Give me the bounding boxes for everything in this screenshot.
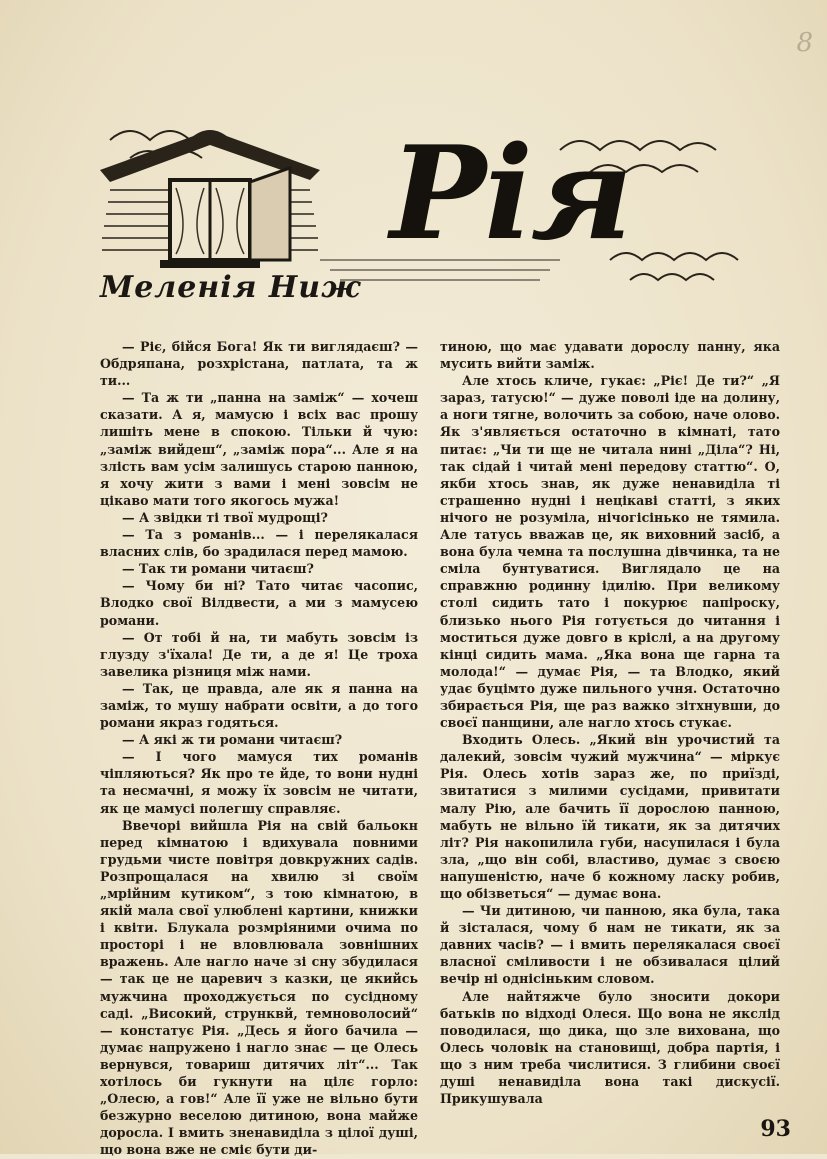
- paragraph: Ввечорі вийшла Рія на свій бальокн перед кімнатою і вдихувала повними грудьми чисте повітря довкружних садів. Розпрощалася на хвилю зі своїм „мрійним кутиком“, з тою кімнатою, в якій мала свої улюблені картини, книжки і квіти. Блукала розмріяними очима по просторі і не вловлювала зовнішних вражень. Але нагло наче зі сну збудилася — так це не царевич з казки, це якийсь мужчина проходжується по сусідному саді. „Високий, струнквй, темноволосий“ — констатує Рія. „Десь я його бачила — думає напружено і нагло знає — це Олесь вернувся, товариш дитячих літ“... Так хотілось би гукнути на цілє горло: „Олесю, а гов!“ Але її уже не вільно бути безжурно веселою дитиною, вона майже дорослa. І вмить зненавиділа з цілої душі, що вона вже не сміє бути ди-: [100, 817, 418, 1158]
- left-column: [100, 338, 418, 1159]
- paragraph: — А які ж ти романи читаєш?: [122, 732, 343, 748]
- paragraph: — Та з романів... — і перелякалася власних слів, бо зрадилася перед мамою.: [100, 527, 418, 560]
- house-drawing: [100, 130, 320, 268]
- paragraph: — І чого мамуся тих романів чіпляються? Як про те йде, то вони нудні та несмачні, я можу їх зовсім не читати, як це мамусі полегшу справляє.: [100, 749, 418, 816]
- author-name: Меленія Ниж: [100, 270, 362, 305]
- paragraph: Входить Олесь. „Який він урочистий та далекий, зовсім чужий мужчина“ — міркує Рія. Олесь хотів зараз же, по приїзді, звитатися з милими сусідами, привитати малу Рію, але бачить її дорослою панною, мабуть не вільно їй тикати, як за дитячих літ? Рія нaкопилила губи, насупилася і була зла, „що він собі, властиво, думає з своєю напушеністю, наче б кожному ласку робив, що обізветься“ — думає вона.: [440, 732, 780, 901]
- story-title: Рія: [390, 119, 631, 269]
- right-column: [440, 338, 780, 1107]
- page-number: 93: [760, 1116, 791, 1142]
- story-header-illustration: [90, 110, 800, 330]
- paragraph: Але найтяжче було зносити докори батьків по відході Олеся. Що вона не якслід поводилася, що дика, що зле вихована, що Олесь чоловік на становищі, добра партія, і що з ним треба числитися. З глибини своєї душі ненавиділа вона такі дискусії. Прикушувала: [440, 988, 780, 1107]
- paragraph: — А звідки ті твої мудрощі?: [122, 509, 328, 525]
- paragraph: — Так, це правда, але як я панна на заміж, то мушу набрати освіти, а до того романи якраз годяться.: [100, 680, 418, 731]
- handwritten-page-mark: 8: [796, 28, 813, 58]
- paragraph: — Ріє, бійся Бога! Як ти виглядаєш? — Обдряпана, розхрістана, патлата, та ж ти...: [100, 339, 418, 389]
- paragraph: тиною, що має удавати дорослу панну, яка мусить вийти заміж.: [440, 339, 780, 372]
- paragraph: Але хтось кличе, гукає: „Ріє! Де ти?“ „Я зараз, татусю!“ — дуже поволі іде на долину, а ноги тягне, волочить за собою, наче олово. Як з'являється остаточно в кімнаті, тато питає: „Чи ти ще не читала нині „Діла“? Ні, так сідай і читай мені передову статтю“. О, якби хтось знав, як дуже ненавиділа ті страшенно нудні і нецікаві статті, з яких нічого не розуміла, нічогісінько не тямила. Але татусь вважав це, як виховний засіб, а вона була чемна та послушна дівчинка, та не сміла бунтуватися. Виглядало це на справжню родинну ідилію. При великому столі сидить тато і покурює папіроску, близько нього Рія готується до читання і моститься дуже довго в кріслі, а на другому кінці сидить мама. „Яка вона ще гарна та молода!“ — думає Рія, — та Влодко, який удає буцімто дуже пильного учня. Остаточно збирається Рія, ще раз важко зітхнувши, до своєї панщини, але нагло хтось стукає.: [440, 373, 780, 731]
- paragraph: — Так ти романи читаєш?: [122, 561, 314, 577]
- paragraph: — От тобі й на, ти мабуть зовсім із глузду з'їхала! Де ти, а де я! Це троха завелика різниця між нами.: [100, 629, 418, 679]
- paragraph: — Чому би ні? Тато читає часопис, Влодко свої Вілдвести, а ми з мамусею романи.: [100, 578, 418, 628]
- paragraph: — Чи дитиною, чи панною, яка була, така й зісталася, чому б нам не тикати, як за давних часів? — і вмить перелякалася своєї власної сміливости і не обзивалася цілий вечір ні однісіньким словом.: [440, 903, 780, 987]
- paragraph: — Та ж ти „панна на заміж“ — хочеш сказати. А я, мамусю і всіх вас прошу лишіть мене в спокою. Тільки й чую: „заміж вийдеш“, „заміж пора“... Але я на злість вам усім залишусь старою панною, я хочу жити з вами і мені зовсім не цікаво мати того якогось мужа!: [100, 390, 418, 508]
